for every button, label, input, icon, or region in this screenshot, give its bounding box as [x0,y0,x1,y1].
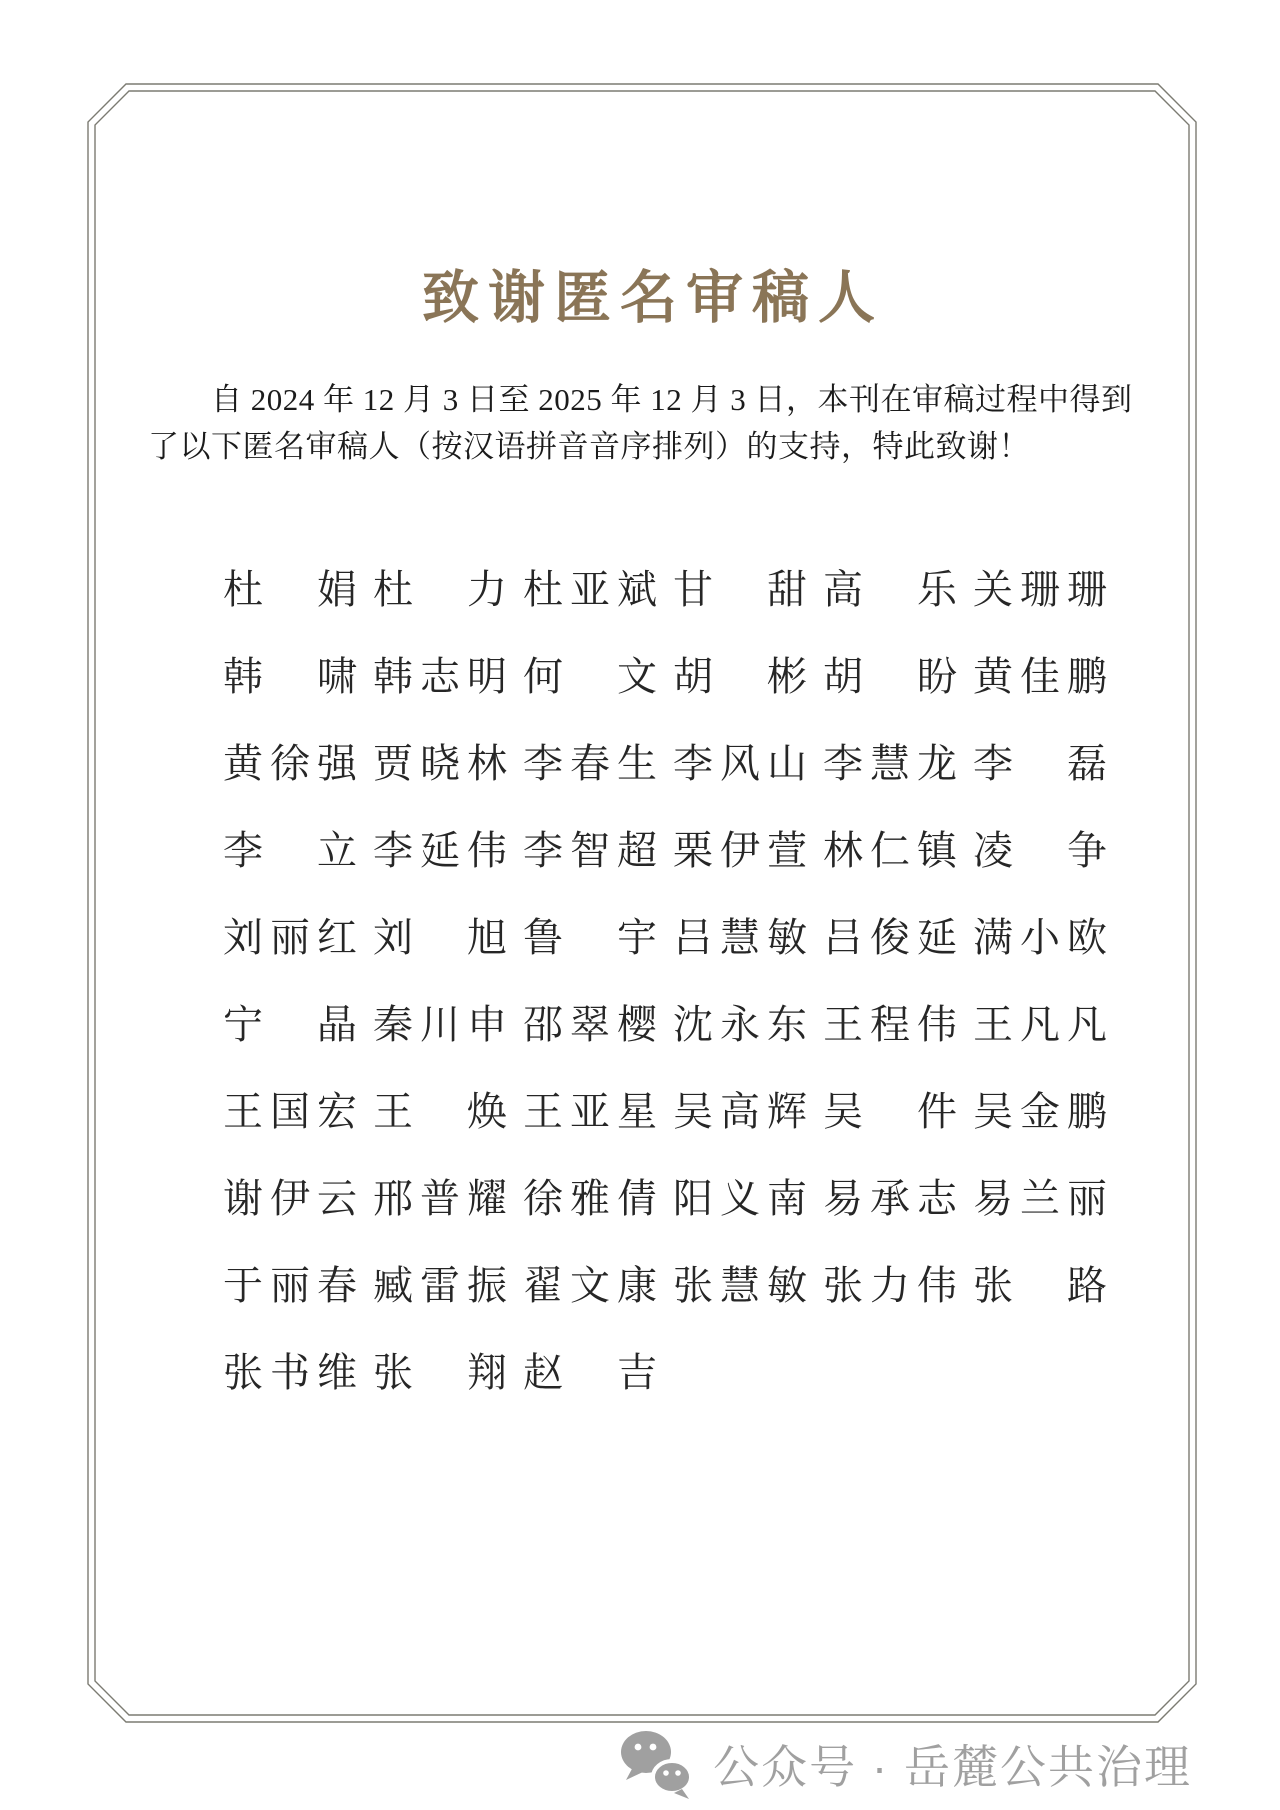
reviewer-name: 李 立 [223,828,357,873]
reviewer-name: 谢 伊 云 [223,1176,357,1221]
reviewer-name: 李 春 生 [523,741,657,786]
reviewer-name: 黄 徐 强 [223,741,357,786]
reviewer-name: 吕 慧 敏 [673,915,807,960]
intro-paragraph-line-1: 自 2024 年 12 月 3 日至 2025 年 12 月 3 日，本刊在审稿过程中得到 [211,382,1133,417]
reviewer-name: 黄 佳 鹏 [973,654,1107,699]
reviewer-name: 王 凡 凡 [973,1002,1107,1047]
reviewer-name: 李 延 伟 [373,828,507,873]
page-title: 致谢匿名审稿人 [422,266,884,330]
reviewer-name-grid [223,568,1107,1438]
reviewer-name: 吕 俊 延 [823,915,957,960]
reviewer-name: 阳 义 南 [673,1176,807,1221]
reviewer-name: 胡 彬 [673,654,807,699]
reviewer-name: 刘 旭 [373,915,507,960]
reviewer-name: 于 丽 春 [223,1263,357,1308]
reviewer-name: 吴 高 辉 [673,1089,807,1134]
reviewer-name: 韩 志 明 [373,654,507,699]
reviewer-name: 韩 啸 [223,654,357,699]
intro-paragraph [148,376,1133,470]
reviewer-name: 臧 雷 振 [373,1263,507,1308]
reviewer-name: 张 力 伟 [823,1263,957,1308]
reviewer-name: 邢 普 耀 [373,1176,507,1221]
reviewer-name: 沈 永 东 [673,1002,807,1047]
reviewer-name: 张 路 [973,1263,1107,1308]
reviewer-name: 甘 甜 [673,567,807,612]
reviewer-name: 刘 丽 红 [223,915,357,960]
reviewer-name: 王 亚 星 [523,1089,657,1134]
reviewer-name: 贾 晓 林 [373,741,507,786]
reviewer-name: 杜 亚 斌 [523,567,657,612]
reviewer-name: 吴 金 鹏 [973,1089,1107,1134]
reviewer-name: 胡 盼 [823,654,957,699]
reviewer-name: 李 磊 [973,741,1107,786]
reviewer-name: 张 慧 敏 [673,1263,807,1308]
reviewer-name: 李 智 超 [523,828,657,873]
reviewer-name: 赵 吉 [523,1350,657,1395]
reviewer-name: 翟 文 康 [523,1263,657,1308]
reviewer-name: 吴 件 [823,1089,957,1134]
reviewer-name: 李 慧 龙 [823,741,957,786]
reviewer-name: 张 翔 [373,1350,507,1395]
reviewer-name: 徐 雅 倩 [523,1176,657,1221]
reviewer-name: 凌 争 [973,828,1107,873]
reviewer-name: 易 承 志 [823,1176,957,1221]
footer-text: 公众号 · 岳麓公共治理 [713,1741,1192,1793]
reviewer-name: 邵 翠 樱 [523,1002,657,1047]
wechat-icon [619,1727,697,1801]
reviewer-name: 王 焕 [373,1089,507,1134]
reviewer-name: 秦 川 申 [373,1002,507,1047]
reviewer-name: 李 风 山 [673,741,807,786]
reviewer-name: 林 仁 镇 [823,828,957,873]
footer [0,1727,1192,1801]
reviewer-name: 易 兰 丽 [973,1176,1107,1221]
reviewer-name: 栗 伊 萱 [673,828,807,873]
reviewer-name: 杜 力 [373,567,507,612]
reviewer-name: 杜 娟 [223,567,357,612]
reviewer-name: 王 程 伟 [823,1002,957,1047]
reviewer-name: 张 书 维 [223,1350,357,1395]
reviewer-name: 宁 晶 [223,1002,357,1047]
reviewer-name: 关 珊 珊 [973,567,1107,612]
reviewer-name: 高 乐 [823,567,957,612]
reviewer-name: 王 国 宏 [223,1089,357,1134]
reviewer-name: 何 文 [523,654,657,699]
reviewer-name: 满 小 欧 [973,915,1107,960]
intro-paragraph-line-2: 了以下匿名审稿人（按汉语拼音音序排列）的支持，特此致谢！ [148,429,1030,464]
reviewer-name: 鲁 宇 [523,915,657,960]
